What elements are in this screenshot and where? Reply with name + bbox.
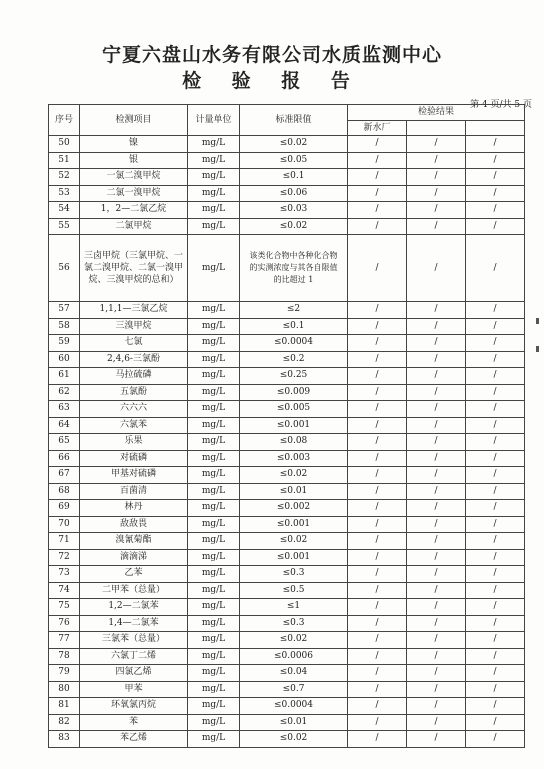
row-no: 81 (49, 698, 80, 715)
row-result: / (348, 698, 407, 715)
row-result: / (466, 434, 525, 451)
row-unit: mg/L (188, 169, 240, 186)
row-item: 苯乙烯 (80, 731, 188, 748)
col-no-header: 序号 (49, 105, 80, 136)
row-result: / (466, 698, 525, 715)
row-no: 58 (49, 318, 80, 335)
row-limit: ≤2 (240, 302, 348, 319)
table-row (49, 384, 525, 401)
row-item: 环氧氯丙烷 (80, 698, 188, 715)
row-result: / (466, 401, 525, 418)
row-no: 50 (49, 136, 80, 153)
row-result: / (407, 599, 466, 616)
row-result: / (407, 566, 466, 583)
table-row (49, 368, 525, 385)
row-limit: ≤0.25 (240, 368, 348, 385)
row-result: / (466, 417, 525, 434)
row-result: / (466, 714, 525, 731)
row-item: 六六六 (80, 401, 188, 418)
row-result: / (407, 467, 466, 484)
table-row (49, 351, 525, 368)
row-item: 六氯丁二烯 (80, 648, 188, 665)
row-no: 82 (49, 714, 80, 731)
row-result: / (466, 648, 525, 665)
row-result: / (466, 615, 525, 632)
row-limit: ≤0.001 (240, 549, 348, 566)
row-limit: ≤0.3 (240, 566, 348, 583)
row-limit: ≤0.009 (240, 384, 348, 401)
row-unit: mg/L (188, 500, 240, 517)
row-no: 70 (49, 516, 80, 533)
table-row (49, 483, 525, 500)
row-result: / (407, 401, 466, 418)
row-result: / (466, 351, 525, 368)
row-item: 三氯苯（总量） (80, 632, 188, 649)
table-row (49, 185, 525, 202)
row-result: / (466, 533, 525, 550)
row-result: / (407, 714, 466, 731)
row-result: / (466, 665, 525, 682)
row-unit: mg/L (188, 566, 240, 583)
row-no: 74 (49, 582, 80, 599)
table-row (49, 136, 525, 153)
row-no: 59 (49, 335, 80, 352)
row-item: 1，2—二氯乙烷 (80, 202, 188, 219)
table-row (49, 450, 525, 467)
row-result: / (407, 632, 466, 649)
table-row (49, 582, 525, 599)
row-result: / (407, 169, 466, 186)
row-limit: ≤1 (240, 599, 348, 616)
row-limit: ≤0.02 (240, 136, 348, 153)
table-row (49, 500, 525, 517)
row-result: / (466, 335, 525, 352)
row-no: 65 (49, 434, 80, 451)
row-result: / (348, 318, 407, 335)
row-no: 80 (49, 681, 80, 698)
report-org-title: 宁夏六盘山水务有限公司水质监测中心 (101, 44, 442, 66)
row-result: / (348, 368, 407, 385)
row-result: / (348, 434, 407, 451)
row-item: 1,4—二氯苯 (80, 615, 188, 632)
row-item: 百菌清 (80, 483, 188, 500)
scan-mark (536, 346, 539, 352)
row-no: 61 (49, 368, 80, 385)
row-result: / (348, 516, 407, 533)
row-item: 苯 (80, 714, 188, 731)
row-unit: mg/L (188, 401, 240, 418)
row-no: 56 (49, 235, 80, 302)
row-limit: ≤0.0004 (240, 698, 348, 715)
row-no: 62 (49, 384, 80, 401)
table-row (49, 648, 525, 665)
row-result: / (348, 384, 407, 401)
row-no: 66 (49, 450, 80, 467)
row-result: / (466, 169, 525, 186)
row-no: 69 (49, 500, 80, 517)
col-limit-header: 标准限值 (240, 105, 348, 136)
table-row (49, 566, 525, 583)
row-item: 银 (80, 152, 188, 169)
row-item: 四氯乙烯 (80, 665, 188, 682)
table-row (49, 169, 525, 186)
row-result: / (407, 136, 466, 153)
row-limit: ≤0.001 (240, 516, 348, 533)
row-limit: ≤0.005 (240, 401, 348, 418)
row-result: / (348, 335, 407, 352)
table-row (49, 615, 525, 632)
row-result: / (407, 483, 466, 500)
row-item: 五氯酚 (80, 384, 188, 401)
row-no: 64 (49, 417, 80, 434)
row-result: / (348, 136, 407, 153)
row-limit: ≤0.0004 (240, 335, 348, 352)
row-result: / (407, 500, 466, 517)
table-row (49, 549, 525, 566)
row-item: 2,4,6-三氯酚 (80, 351, 188, 368)
row-result: / (348, 632, 407, 649)
row-no: 76 (49, 615, 80, 632)
table-row (49, 318, 525, 335)
row-limit: ≤0.04 (240, 665, 348, 682)
row-item: 二氯一溴甲烷 (80, 185, 188, 202)
table-row (49, 681, 525, 698)
row-limit: ≤0.05 (240, 152, 348, 169)
row-limit: ≤0.1 (240, 169, 348, 186)
row-unit: mg/L (188, 351, 240, 368)
row-item: 三溴甲烷 (80, 318, 188, 335)
row-result: / (348, 152, 407, 169)
row-no: 60 (49, 351, 80, 368)
row-limit: ≤0.02 (240, 218, 348, 235)
row-unit: mg/L (188, 714, 240, 731)
row-result: / (407, 549, 466, 566)
row-result: / (348, 202, 407, 219)
row-result: / (348, 401, 407, 418)
row-result: / (348, 185, 407, 202)
row-unit: mg/L (188, 533, 240, 550)
row-result: / (466, 185, 525, 202)
row-limit: 该类化合物中各种化合物的实测浓度与其各自限值的比超过 1 (240, 235, 348, 302)
table-row (49, 235, 525, 302)
row-no: 73 (49, 566, 80, 583)
row-result: / (466, 368, 525, 385)
row-result: / (407, 731, 466, 748)
table-row (49, 714, 525, 731)
row-result: / (466, 235, 525, 302)
row-limit: ≤0.02 (240, 731, 348, 748)
col-unit-header: 计量单位 (188, 105, 240, 136)
row-limit: ≤0.2 (240, 351, 348, 368)
row-result: / (407, 582, 466, 599)
row-result: / (407, 698, 466, 715)
row-limit: ≤0.08 (240, 434, 348, 451)
row-result: / (348, 218, 407, 235)
row-result: / (348, 351, 407, 368)
row-unit: mg/L (188, 136, 240, 153)
row-no: 71 (49, 533, 80, 550)
row-unit: mg/L (188, 665, 240, 682)
row-result: / (407, 202, 466, 219)
col-site-header: 新水厂 (348, 121, 407, 136)
row-result: / (407, 351, 466, 368)
table-row (49, 533, 525, 550)
row-no: 52 (49, 169, 80, 186)
row-result: / (466, 731, 525, 748)
row-unit: mg/L (188, 335, 240, 352)
row-item: 一氯二溴甲烷 (80, 169, 188, 186)
row-limit: ≤0.01 (240, 714, 348, 731)
row-result: / (348, 417, 407, 434)
row-unit: mg/L (188, 202, 240, 219)
row-result: / (407, 218, 466, 235)
row-result: / (466, 549, 525, 566)
row-unit: mg/L (188, 368, 240, 385)
row-result: / (407, 665, 466, 682)
row-result: / (407, 516, 466, 533)
row-result: / (348, 467, 407, 484)
row-item: 六氯苯 (80, 417, 188, 434)
row-item: 甲基对硫磷 (80, 467, 188, 484)
row-item: 对硫磷 (80, 450, 188, 467)
col-item-header: 检测项目 (80, 105, 188, 136)
table-row (49, 417, 525, 434)
row-unit: mg/L (188, 318, 240, 335)
row-result: / (348, 681, 407, 698)
row-item: 七氯 (80, 335, 188, 352)
row-unit: mg/L (188, 582, 240, 599)
row-unit: mg/L (188, 648, 240, 665)
row-unit: mg/L (188, 516, 240, 533)
row-limit: ≤0.02 (240, 533, 348, 550)
row-limit: ≤0.7 (240, 681, 348, 698)
col-results-header: 检验结果 (348, 105, 525, 121)
table-row (49, 434, 525, 451)
row-result: / (466, 582, 525, 599)
row-no: 53 (49, 185, 80, 202)
row-result: / (348, 483, 407, 500)
row-item: 甲苯 (80, 681, 188, 698)
row-result: / (407, 302, 466, 319)
row-result: / (466, 152, 525, 169)
row-result: / (407, 368, 466, 385)
row-item: 敌敌畏 (80, 516, 188, 533)
row-unit: mg/L (188, 549, 240, 566)
row-result: / (466, 450, 525, 467)
row-result: / (348, 235, 407, 302)
table-row (49, 516, 525, 533)
row-item: 马拉硫磷 (80, 368, 188, 385)
row-result: / (407, 434, 466, 451)
table-row (49, 335, 525, 352)
row-item: 1,1,1—三氯乙烷 (80, 302, 188, 319)
row-no: 77 (49, 632, 80, 649)
row-result: / (407, 335, 466, 352)
row-result: / (348, 169, 407, 186)
row-no: 78 (49, 648, 80, 665)
row-limit: ≤0.5 (240, 582, 348, 599)
row-no: 72 (49, 549, 80, 566)
row-result: / (348, 648, 407, 665)
col-blank-header (407, 121, 466, 136)
table-row (49, 599, 525, 616)
table-row (49, 218, 525, 235)
row-unit: mg/L (188, 235, 240, 302)
row-result: / (466, 500, 525, 517)
row-unit: mg/L (188, 731, 240, 748)
row-result: / (407, 185, 466, 202)
row-no: 57 (49, 302, 80, 319)
row-result: / (407, 152, 466, 169)
row-item: 1,2—二氯苯 (80, 599, 188, 616)
row-no: 54 (49, 202, 80, 219)
table-row (49, 731, 525, 748)
row-result: / (348, 533, 407, 550)
row-no: 79 (49, 665, 80, 682)
row-unit: mg/L (188, 152, 240, 169)
row-result: / (348, 549, 407, 566)
table-row (49, 401, 525, 418)
row-limit: ≤0.1 (240, 318, 348, 335)
row-limit: ≤0.03 (240, 202, 348, 219)
table-body (49, 136, 525, 748)
row-limit: ≤0.02 (240, 467, 348, 484)
row-item: 林丹 (80, 500, 188, 517)
row-unit: mg/L (188, 384, 240, 401)
row-result: / (466, 599, 525, 616)
row-result: / (466, 566, 525, 583)
row-result: / (466, 202, 525, 219)
results-table (48, 104, 525, 748)
row-unit: mg/L (188, 615, 240, 632)
row-result: / (466, 136, 525, 153)
row-result: / (407, 417, 466, 434)
table-row (49, 632, 525, 649)
row-result: / (407, 533, 466, 550)
report-title: 检 验 报 告 (182, 70, 362, 92)
row-result: / (348, 302, 407, 319)
row-result: / (466, 483, 525, 500)
row-no: 68 (49, 483, 80, 500)
row-result: / (466, 318, 525, 335)
row-result: / (466, 302, 525, 319)
row-no: 51 (49, 152, 80, 169)
row-result: / (348, 731, 407, 748)
row-result: / (348, 599, 407, 616)
row-limit: ≤0.003 (240, 450, 348, 467)
row-result: / (466, 467, 525, 484)
table-row (49, 152, 525, 169)
row-unit: mg/L (188, 483, 240, 500)
row-item: 溴氰菊酯 (80, 533, 188, 550)
row-result: / (348, 450, 407, 467)
row-unit: mg/L (188, 218, 240, 235)
row-result: / (348, 566, 407, 583)
row-unit: mg/L (188, 599, 240, 616)
row-unit: mg/L (188, 698, 240, 715)
row-item: 二甲苯（总量） (80, 582, 188, 599)
row-limit: ≤0.02 (240, 632, 348, 649)
row-unit: mg/L (188, 185, 240, 202)
row-no: 75 (49, 599, 80, 616)
row-item: 二氯甲烷 (80, 218, 188, 235)
row-result: / (348, 615, 407, 632)
scan-mark (536, 318, 539, 324)
row-result: / (466, 681, 525, 698)
row-no: 55 (49, 218, 80, 235)
row-result: / (407, 681, 466, 698)
row-result: / (348, 714, 407, 731)
row-unit: mg/L (188, 302, 240, 319)
table-row (49, 302, 525, 319)
row-no: 63 (49, 401, 80, 418)
row-result: / (407, 235, 466, 302)
page-number: 第 4 页/共 5 页 (470, 100, 532, 110)
row-unit: mg/L (188, 467, 240, 484)
row-limit: ≤0.3 (240, 615, 348, 632)
row-result: / (407, 648, 466, 665)
row-limit: ≤0.001 (240, 417, 348, 434)
row-no: 67 (49, 467, 80, 484)
row-result: / (348, 582, 407, 599)
table-row (49, 202, 525, 219)
table-row (49, 467, 525, 484)
row-result: / (407, 384, 466, 401)
row-result: / (407, 450, 466, 467)
row-limit: ≤0.06 (240, 185, 348, 202)
row-item: 镍 (80, 136, 188, 153)
row-result: / (466, 384, 525, 401)
row-unit: mg/L (188, 417, 240, 434)
row-item: 乐果 (80, 434, 188, 451)
row-no: 83 (49, 731, 80, 748)
row-item: 乙苯 (80, 566, 188, 583)
row-item: 滴滴涕 (80, 549, 188, 566)
row-limit: ≤0.002 (240, 500, 348, 517)
row-unit: mg/L (188, 434, 240, 451)
row-item: 三卤甲烷（三氯甲烷、一氯二溴甲烷、二氯一溴甲烷、三溴甲烷的总和） (80, 235, 188, 302)
row-result: / (466, 218, 525, 235)
row-result: / (466, 516, 525, 533)
col-blank-header (466, 121, 525, 136)
row-result: / (407, 318, 466, 335)
row-result: / (407, 615, 466, 632)
row-unit: mg/L (188, 632, 240, 649)
row-unit: mg/L (188, 681, 240, 698)
row-result: / (466, 632, 525, 649)
table-row (49, 698, 525, 715)
table-row (49, 665, 525, 682)
row-result: / (348, 665, 407, 682)
row-limit: ≤0.0006 (240, 648, 348, 665)
row-limit: ≤0.01 (240, 483, 348, 500)
row-result: / (348, 500, 407, 517)
row-unit: mg/L (188, 450, 240, 467)
